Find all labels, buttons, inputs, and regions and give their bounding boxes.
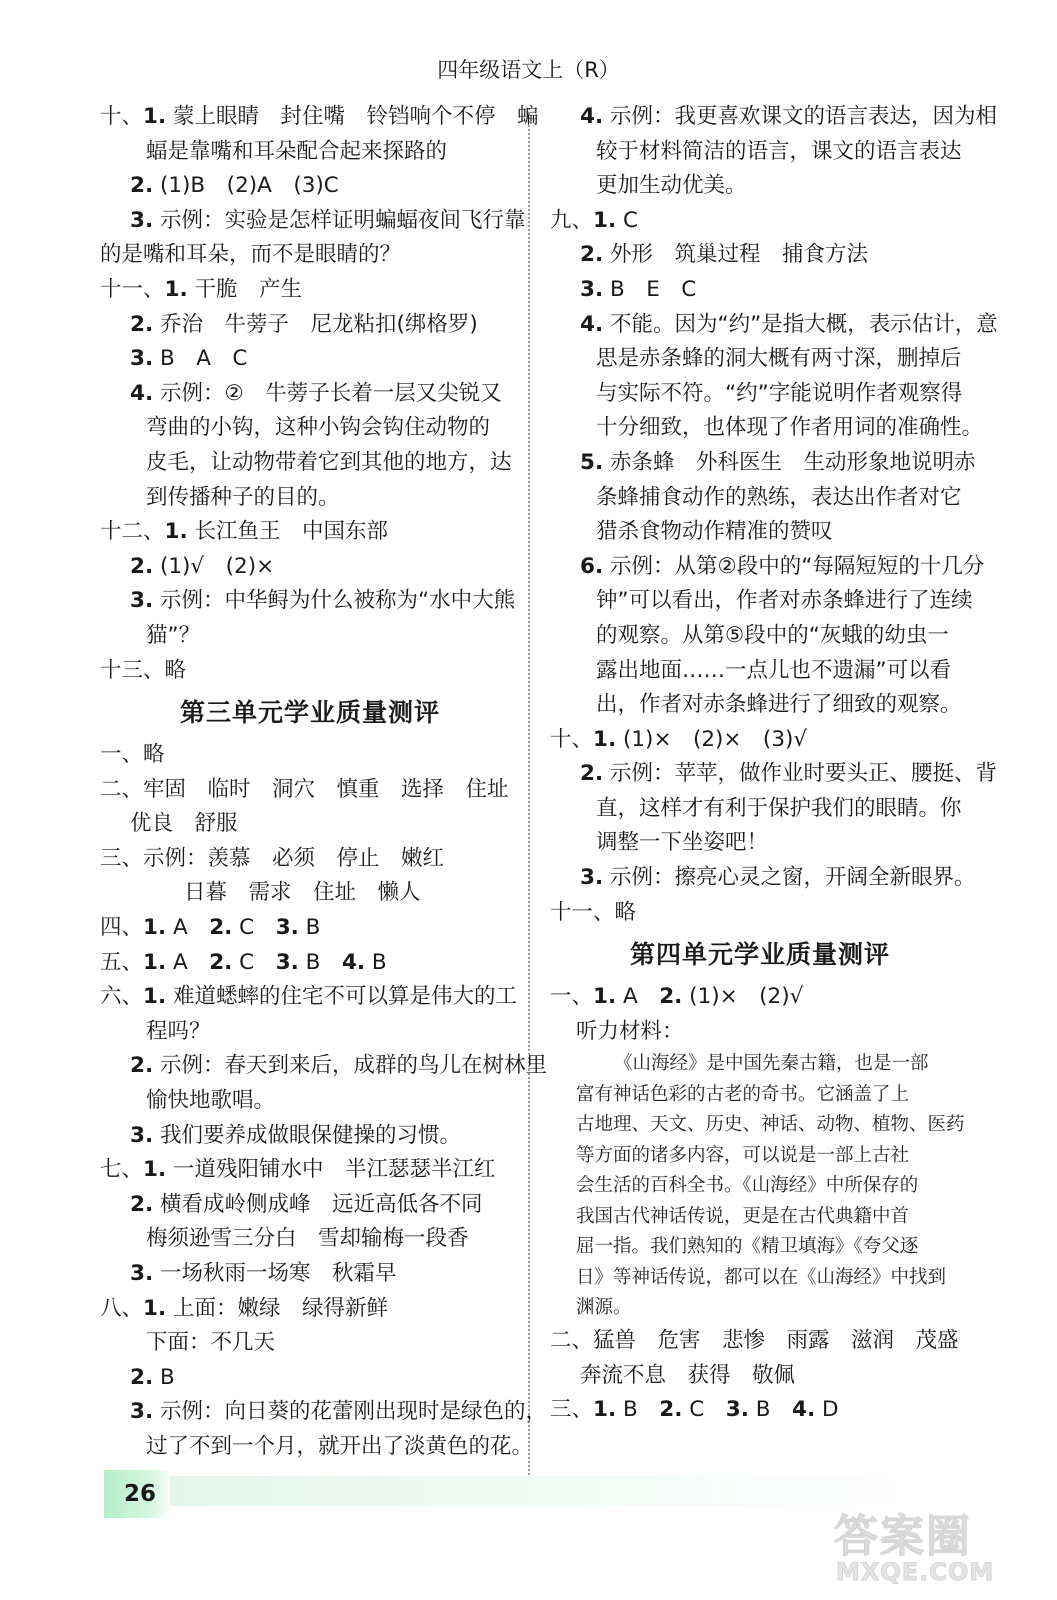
answer-text: 思是赤条蜂的洞大概有两寸深，删掉后 bbox=[596, 346, 962, 372]
answer-text: 4. 示例：我更喜欢课文的语言表达，因为相 bbox=[580, 104, 997, 129]
answer-text: 的观察。从第⑤段中的“灰蛾的幼虫一 bbox=[596, 622, 949, 648]
answer-line bbox=[550, 1324, 970, 1359]
answer-text: 过了不到一个月，就开出了淡黄色的花。 bbox=[146, 1433, 534, 1459]
answer-line bbox=[550, 861, 976, 896]
right-answer-column bbox=[550, 100, 998, 1428]
answer-text: 六、1. 难道蟋蟀的住宅不可以算是伟大的工 bbox=[100, 984, 517, 1010]
answer-text: 5. 赤条蜂 外科医生 生动形象地说明赤 bbox=[580, 449, 976, 475]
answer-line bbox=[100, 169, 520, 204]
answer-line bbox=[550, 100, 997, 135]
answer-text: 3. 一场秋雨一场寒 秋霜早 bbox=[130, 1261, 397, 1286]
answer-text: 听力材料： bbox=[576, 1018, 684, 1044]
answer-line bbox=[550, 169, 970, 204]
answer-line bbox=[100, 308, 520, 343]
answer-text: 3. B E C bbox=[580, 276, 697, 302]
answer-text: 调整一下坐姿吧！ bbox=[596, 830, 769, 856]
answer-line bbox=[100, 584, 520, 619]
answer-text: 《山海经》是中国先秦古籍，也是一部 bbox=[614, 1053, 929, 1075]
answer-text: 3. 示例：中华鲟为什么被称为“水中大熊 bbox=[130, 588, 516, 614]
answer-text: 猫”？ bbox=[146, 622, 201, 648]
answer-text: 下面：不几天 bbox=[146, 1330, 276, 1356]
answer-line bbox=[100, 911, 520, 946]
answer-text: 四、1. A 2. C 3. B bbox=[100, 915, 321, 941]
answer-text: 3. 示例：实验是怎样证明蝙蝠夜间飞行靠 bbox=[130, 207, 526, 233]
answer-line bbox=[100, 842, 520, 877]
answer-line bbox=[550, 273, 970, 308]
answer-line bbox=[100, 1153, 520, 1188]
answer-text: 十、1. 蒙上眼睛 封住嘴 铃铛响个不停 蝙 bbox=[100, 104, 539, 129]
answer-line bbox=[100, 1119, 520, 1154]
answer-line bbox=[550, 515, 970, 550]
answer-text: 4. 不能。因为“约”是指大概，表示估计，意 bbox=[580, 311, 998, 337]
answer-line bbox=[550, 135, 970, 170]
answer-text: 出，作者对赤条蜂进行了细致的观察。 bbox=[596, 692, 962, 718]
answer-text: 更加生动优美。 bbox=[596, 173, 747, 199]
answer-line bbox=[100, 550, 520, 585]
answer-text: 皮毛，让动物带着它到其他的地方，达 bbox=[146, 449, 512, 475]
answer-line bbox=[550, 757, 997, 792]
answer-line bbox=[100, 738, 520, 773]
answer-line bbox=[100, 411, 520, 446]
answer-line bbox=[100, 1015, 520, 1050]
answer-text: 奔流不息 获得 敬佩 bbox=[580, 1362, 796, 1388]
listening-material-line bbox=[550, 1232, 970, 1263]
answer-text: 七、1. 一道残阳铺水中 半江瑟瑟半江红 bbox=[100, 1157, 496, 1183]
answer-line bbox=[100, 342, 520, 377]
answer-line bbox=[100, 1222, 520, 1257]
answer-text: 富有神话色彩的古老的奇书。它涵盖了上 bbox=[576, 1083, 910, 1105]
answer-line bbox=[550, 1393, 970, 1428]
answer-line bbox=[100, 807, 520, 842]
answer-text: 愉快地歌唱。 bbox=[146, 1088, 276, 1114]
answer-text: 2. (1)√ (2)× bbox=[130, 553, 275, 579]
answer-text: 条蜂捕食动作的熟练，表达出作者对它 bbox=[596, 484, 962, 510]
answer-text: 十二、1. 长江鱼王 中国东部 bbox=[100, 519, 388, 545]
answer-line bbox=[100, 876, 520, 911]
listening-material-line bbox=[550, 1171, 970, 1202]
answer-text: 我国古代神话传说，更是在古代典籍中首 bbox=[576, 1205, 910, 1227]
answer-text: 九、1. C bbox=[550, 207, 639, 233]
answer-text: 3. 示例：向日葵的花蕾刚出现时是绿色的， bbox=[130, 1399, 547, 1425]
answer-line bbox=[100, 773, 520, 808]
answer-line bbox=[100, 1430, 534, 1465]
answer-text: 弯曲的小钩，这种小钩会钩住动物的 bbox=[146, 415, 491, 441]
page-number: 26 bbox=[104, 1470, 172, 1518]
watermark bbox=[834, 1500, 1030, 1596]
answer-text: 二、猛兽 危害 悲惨 雨露 滋润 茂盛 bbox=[550, 1327, 959, 1353]
answer-text: 十分细致，也体现了作者用词的准确性。 bbox=[596, 415, 984, 441]
listening-material-line bbox=[550, 1049, 970, 1080]
answer-text: 梅须逊雪三分白 雪却输梅一段香 bbox=[146, 1226, 469, 1252]
answer-line bbox=[100, 377, 520, 412]
answer-line bbox=[100, 1292, 520, 1327]
answer-line bbox=[100, 654, 520, 689]
column-divider bbox=[528, 108, 530, 1483]
answer-line bbox=[100, 204, 526, 239]
answer-line bbox=[100, 1257, 520, 1292]
answer-text: 十、1. (1)× (2)× (3)√ bbox=[550, 726, 808, 752]
footer-band bbox=[170, 1476, 930, 1506]
answer-line bbox=[100, 1395, 547, 1430]
answer-line bbox=[550, 308, 998, 343]
answer-line bbox=[550, 1359, 970, 1394]
answer-text: 等方面的诸多内容，可以说是一部上古社 bbox=[576, 1144, 910, 1166]
answer-text: 八、1. 上面：嫩绿 绿得新鲜 bbox=[100, 1295, 388, 1321]
answer-line bbox=[550, 826, 970, 861]
answer-line bbox=[100, 481, 520, 516]
listening-material-line bbox=[550, 1263, 970, 1294]
answer-text: 一、1. A 2. (1)× (2)√ bbox=[550, 984, 804, 1010]
answer-line bbox=[550, 550, 985, 585]
answer-line bbox=[100, 1084, 520, 1119]
answer-line bbox=[100, 980, 520, 1015]
answer-line bbox=[550, 792, 970, 827]
answer-text: 钟”可以看出，作者对赤条蜂进行了连续 bbox=[596, 588, 973, 614]
answer-text: 到传播种子的目的。 bbox=[146, 484, 340, 510]
answer-line bbox=[100, 946, 520, 981]
answer-text: 3. B A C bbox=[130, 346, 248, 372]
watermark-url: MXQE.COM bbox=[836, 1558, 995, 1586]
answer-line bbox=[550, 446, 976, 481]
answer-text: 蝠是靠嘴和耳朵配合起来探路的 bbox=[146, 138, 448, 164]
section-heading: 第四单元学业质量测评 bbox=[629, 940, 890, 970]
left-answer-column bbox=[100, 100, 547, 1465]
answer-line bbox=[550, 723, 970, 758]
answer-text: 3. 我们要养成做眼保健操的习惯。 bbox=[130, 1122, 461, 1148]
answer-text: 日暮 需求 住址 懒人 bbox=[184, 880, 421, 906]
answer-text: 三、1. B 2. C 3. B 4. D bbox=[550, 1397, 839, 1423]
section-heading: 第三单元学业质量测评 bbox=[179, 698, 440, 728]
answer-text: 2. B bbox=[130, 1364, 175, 1390]
answer-line bbox=[550, 204, 970, 239]
answer-text: 2. 乔治 牛蒡子 尼龙粘扣(绑格罗) bbox=[130, 311, 478, 337]
answer-text: 6. 示例：从第②段中的“每隔短短的十几分 bbox=[580, 553, 985, 579]
answer-line bbox=[550, 896, 970, 931]
listening-material-line bbox=[550, 1080, 970, 1111]
answer-text: 直，这样才有利于保护我们的眼睛。你 bbox=[596, 795, 962, 821]
answer-text: 一、略 bbox=[100, 742, 165, 768]
answer-text: 古地理、天文、历史、神话、动物、植物、医药 bbox=[576, 1114, 965, 1136]
answer-line bbox=[550, 654, 970, 689]
answer-line bbox=[550, 619, 970, 654]
answer-line bbox=[100, 446, 520, 481]
answer-line bbox=[100, 1188, 520, 1223]
answer-text: 2. 横看成岭侧成峰 远近高低各不同 bbox=[130, 1191, 483, 1217]
answer-line bbox=[550, 980, 970, 1015]
answer-text: 日》等神话传说，都可以在《山海经》中找到 bbox=[576, 1266, 947, 1288]
answer-text: 优良 舒服 bbox=[130, 811, 238, 837]
answer-line bbox=[100, 1326, 520, 1361]
answer-line bbox=[550, 1015, 970, 1050]
listening-material-line bbox=[550, 1110, 970, 1141]
answer-text: 2. 示例：苹苹，做作业时要头正、腰挺、背 bbox=[580, 761, 997, 787]
listening-material-line bbox=[550, 1141, 970, 1172]
answer-text: 猎杀食物动作精准的赞叹 bbox=[596, 519, 833, 545]
answer-line bbox=[550, 411, 984, 446]
answer-text: 屈一指。我们熟知的《精卫填海》《夸父逐 bbox=[576, 1236, 919, 1258]
answer-line bbox=[100, 1361, 520, 1396]
answer-text: 十三、略 bbox=[100, 657, 187, 683]
answer-line bbox=[550, 342, 970, 377]
answer-line bbox=[550, 238, 970, 273]
answer-line bbox=[550, 481, 970, 516]
answer-line bbox=[100, 515, 520, 550]
answer-text: 的是嘴和耳朵，而不是眼睛的？ bbox=[100, 242, 402, 268]
answer-text: 3. 示例：擦亮心灵之窗，开阔全新眼界。 bbox=[580, 865, 976, 891]
answer-line bbox=[550, 377, 970, 412]
answer-line bbox=[100, 273, 520, 308]
answer-text: 十一、略 bbox=[550, 899, 637, 925]
answer-line bbox=[100, 619, 520, 654]
page-header: 四年级语文上（R） bbox=[437, 58, 620, 82]
answer-text: 2. (1)B (2)A (3)C bbox=[130, 173, 339, 199]
answer-text: 渊源。 bbox=[576, 1297, 632, 1319]
answer-text: 与实际不符。“约”字能说明作者观察得 bbox=[596, 380, 963, 406]
answer-text: 4. 示例：② 牛蒡子长着一层又尖锐又 bbox=[130, 380, 502, 406]
answer-line bbox=[550, 688, 970, 723]
answer-text: 2. 外形 筑巢过程 捕食方法 bbox=[580, 242, 868, 268]
answer-text: 较于材料简洁的语言，课文的语言表达 bbox=[596, 138, 962, 164]
listening-material-line bbox=[550, 1202, 970, 1233]
answer-text: 露出地面……一点儿也不遗漏”可以看 bbox=[596, 657, 952, 683]
answer-text: 二、牢固 临时 洞穴 慎重 选择 住址 bbox=[100, 776, 509, 802]
answer-text: 会生活的百科全书。《山海经》中所保存的 bbox=[576, 1175, 919, 1197]
answer-line bbox=[550, 584, 973, 619]
answer-text: 三、示例：羡慕 必须 停止 嫩红 bbox=[100, 845, 445, 871]
answer-text: 十一、1. 干脆 产生 bbox=[100, 276, 302, 302]
answer-line bbox=[100, 238, 520, 273]
answer-line bbox=[100, 100, 539, 135]
listening-material-line bbox=[550, 1293, 970, 1324]
answer-text: 五、1. A 2. C 3. B 4. B bbox=[100, 949, 387, 975]
answer-text: 2. 示例：春天到来后，成群的鸟儿在树林里 bbox=[130, 1053, 547, 1079]
watermark-logo: 答案圈 bbox=[834, 1511, 972, 1562]
answer-line bbox=[100, 1049, 547, 1084]
answer-line bbox=[100, 135, 520, 170]
answer-text: 程吗？ bbox=[146, 1018, 211, 1044]
